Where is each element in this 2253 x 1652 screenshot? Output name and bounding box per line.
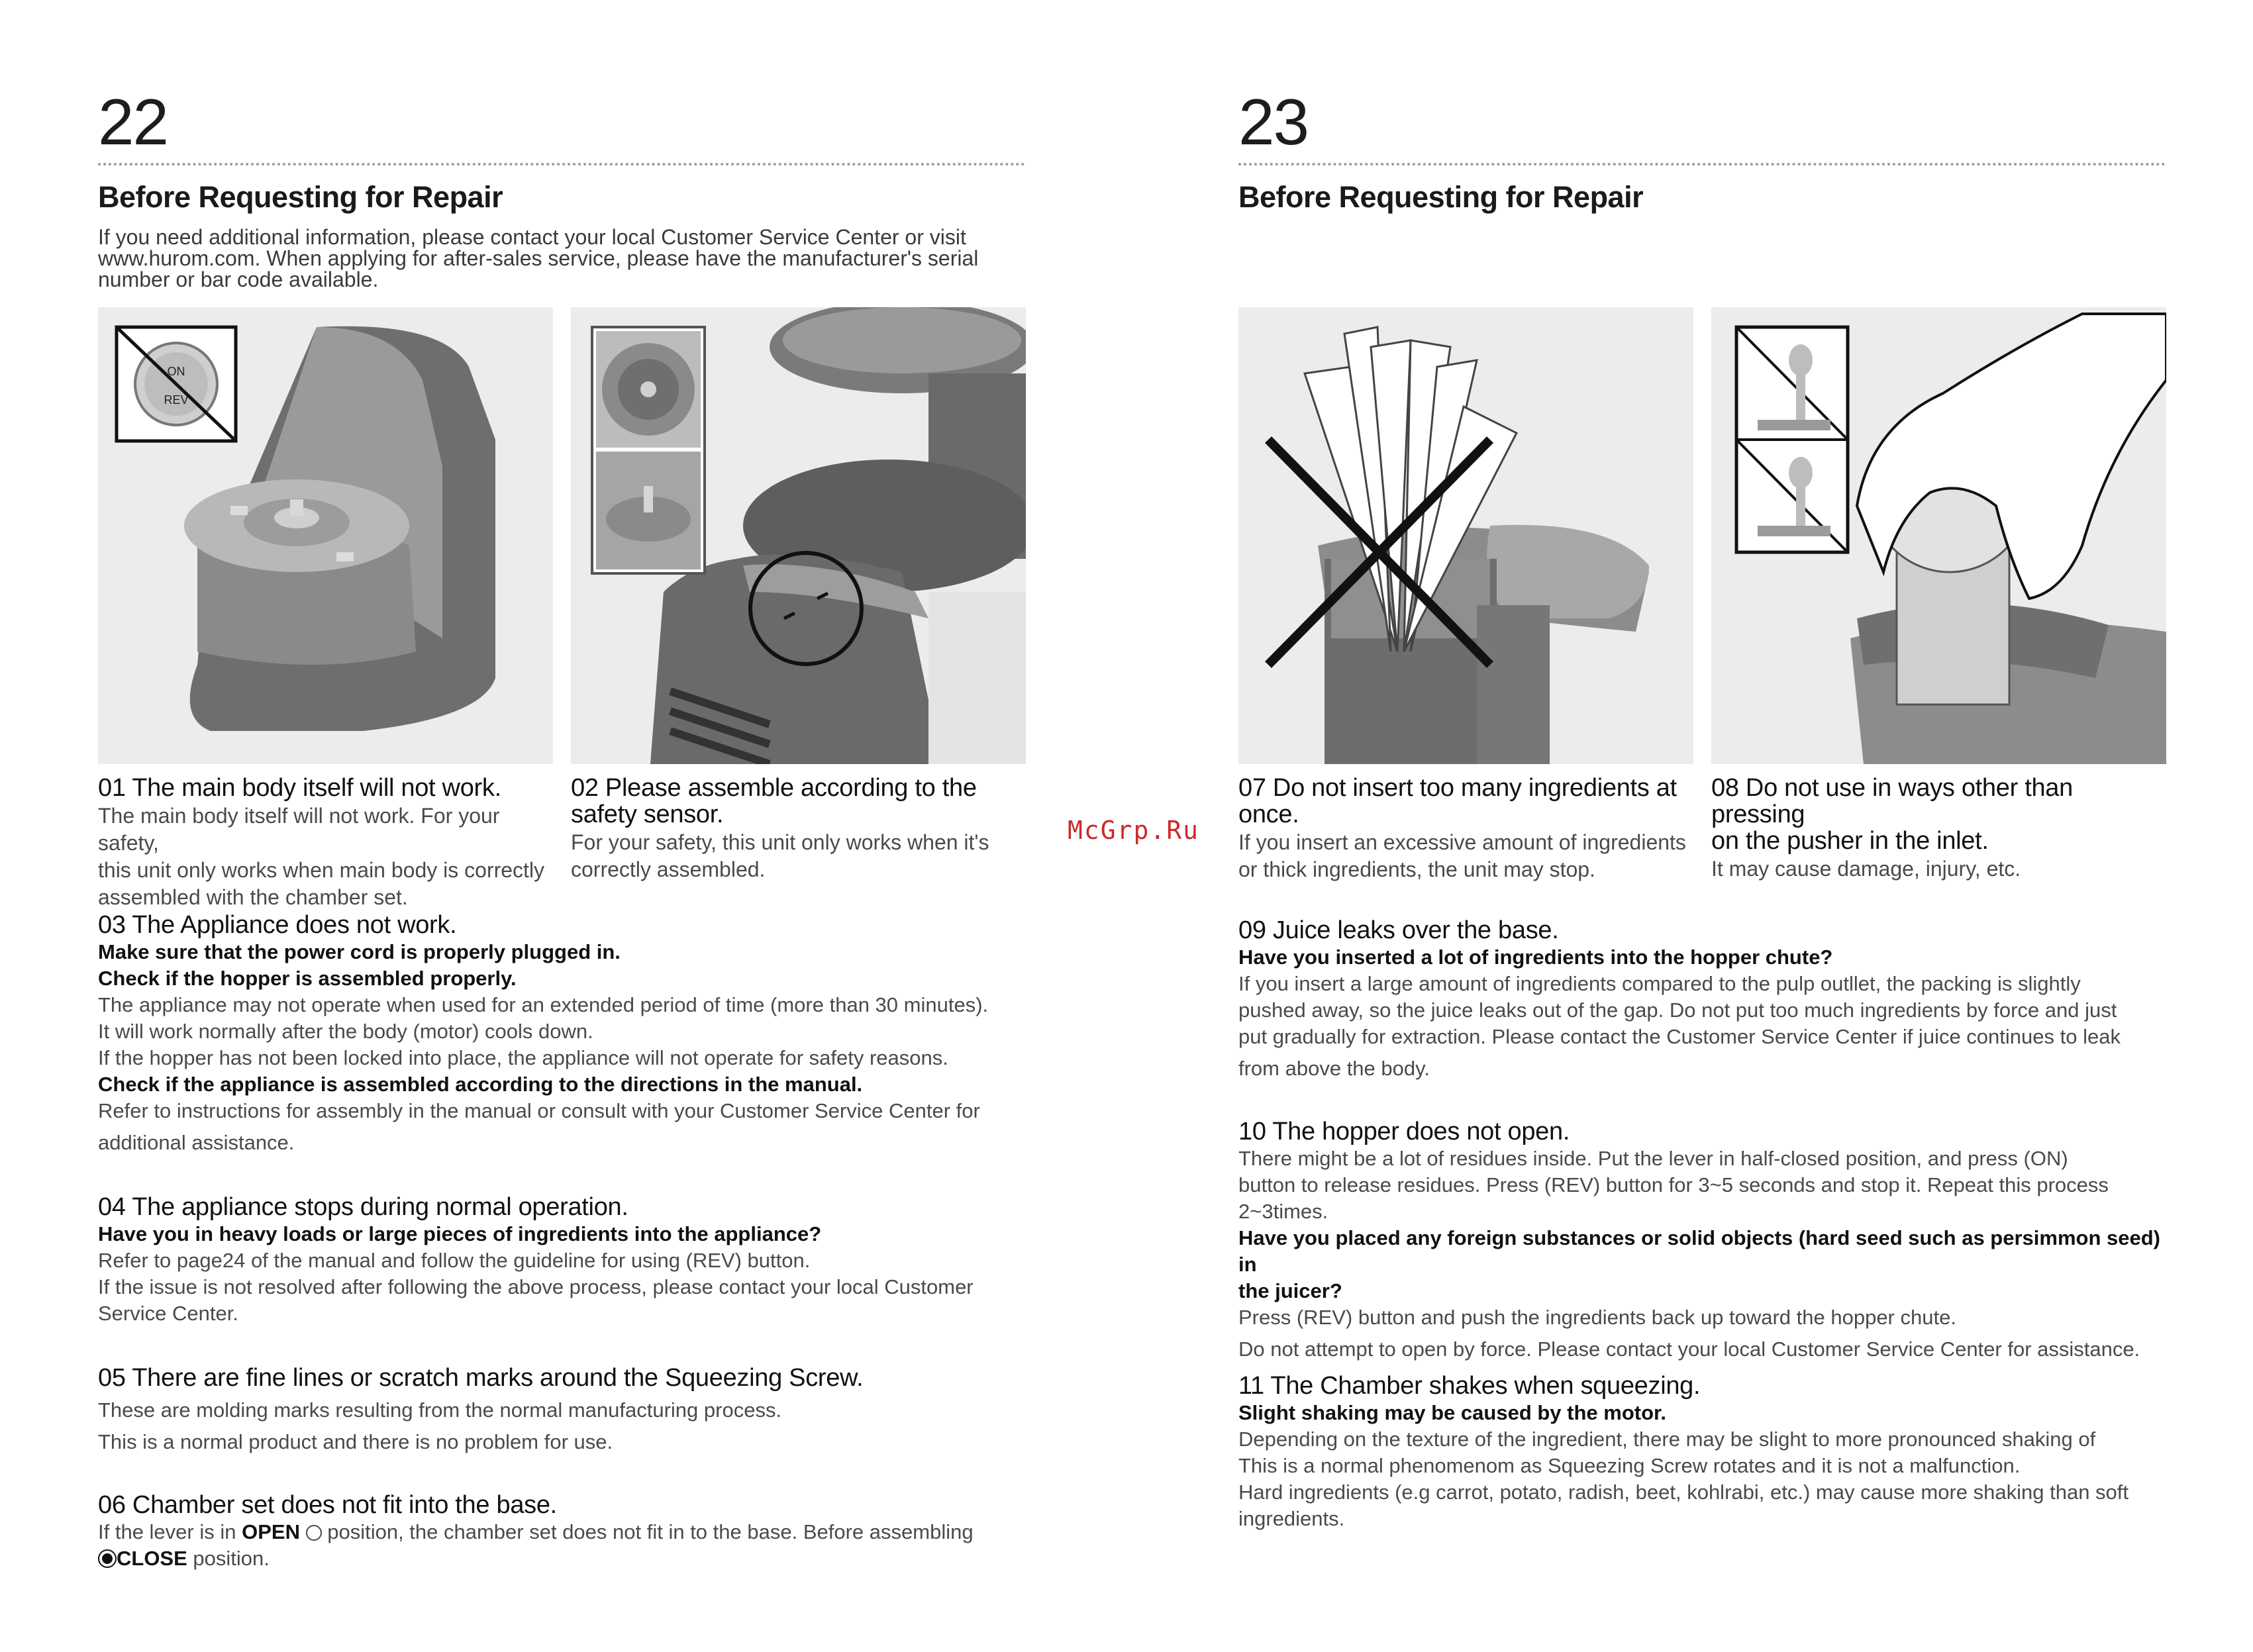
- caption-title: [571, 775, 1026, 828]
- section-09: [1238, 916, 2166, 1082]
- section-question: Have you inserted a lot of ingredients into the hopper chute?: [1238, 946, 1833, 969]
- main-body-illustration: [98, 307, 553, 764]
- intro-line: number or bar code available.: [98, 267, 379, 291]
- figure-safety-sensor: [571, 307, 1026, 764]
- watermark: McGrp.Ru: [1068, 816, 1200, 845]
- section-10: [1238, 1118, 2166, 1363]
- section-question: Have you in heavy loads or large pieces of ingredients into the appliance?: [98, 1222, 822, 1245]
- section-question: Have you placed any foreign substances or solid objects (hard seed such as persimmon seed) in: [1238, 1226, 2160, 1276]
- section-text: Service Center.: [98, 1302, 238, 1325]
- section-text: [98, 1545, 1025, 1572]
- section-text: Press (REV) button and push the ingredients back up toward the hopper chute.: [1238, 1306, 1956, 1329]
- section-text: Hard ingredients (e.g carrot, potato, radish, beet, kohlrabi, etc.) may cause more shaking than soft: [1238, 1481, 2129, 1504]
- section-title: 05 There are fine lines or scratch marks around the Squeezing Screw.: [98, 1364, 864, 1392]
- section-question: Check if the hopper is assembled properly.: [98, 967, 517, 990]
- rev-button-label: REV: [164, 393, 189, 407]
- use-pusher-illustration: [1711, 307, 2166, 764]
- caption-text: [1238, 829, 1693, 883]
- section-text: Refer to page24 of the manual and follow the guideline for using (REV) button.: [98, 1249, 811, 1272]
- caption-title-line: safety sensor.: [571, 801, 724, 828]
- section-text: These are molding marks resulting from the normal manufacturing process.: [98, 1398, 782, 1422]
- section-text: 2~3times.: [1238, 1200, 1328, 1223]
- caption-line: correctly assembled.: [571, 857, 766, 881]
- section-text: additional assistance.: [98, 1131, 295, 1154]
- section-text: [98, 1519, 1025, 1545]
- section-text: pushed away, so the juice leaks out of the gap. Do not put too much ingredients by force and just: [1238, 998, 2117, 1022]
- figure-main-body: [98, 307, 553, 764]
- intro-line: If you need additional information, please contact your local Customer Service Center or visit: [98, 225, 966, 249]
- section-text: Do not attempt to open by force. Please contact your local Customer Service Center for assistance.: [1238, 1337, 2140, 1361]
- section-title: 04 The appliance stops during normal operation.: [98, 1193, 628, 1221]
- section-04: [98, 1193, 1025, 1327]
- caption-title-line: once.: [1238, 801, 1299, 828]
- caption-01: [98, 775, 553, 911]
- section-title: 06 Chamber set does not fit into the base.: [98, 1491, 557, 1519]
- section-question: Slight shaking may be caused by the motor.: [1238, 1401, 1666, 1424]
- section-title: 09 Juice leaks over the base.: [1238, 916, 1559, 944]
- caption-title-line: on the pusher in the inlet.: [1711, 827, 1989, 855]
- open-radio-icon: [306, 1525, 322, 1541]
- caption-title-line: 07 Do not insert too many ingredients at: [1238, 774, 1677, 802]
- section-text: The appliance may not operate when used for an extended period of time (more than 30 minutes).: [98, 993, 989, 1016]
- page-title: Before Requesting for Repair: [98, 180, 503, 214]
- section-03: [98, 911, 1025, 1156]
- safety-sensor-illustration: [571, 307, 1026, 764]
- caption-title: [1238, 775, 1693, 828]
- section-text: This is a normal product and there is no problem for use.: [98, 1430, 613, 1453]
- too-many-ingredients-illustration: [1238, 307, 1693, 764]
- caption-08: [1711, 775, 2166, 883]
- figure-too-many-ingredients: [1238, 307, 1693, 764]
- caption-text: [571, 829, 1026, 883]
- section-text: Refer to instructions for assembly in the manual or consult with your Customer Service Center for: [98, 1099, 980, 1122]
- close-keyword: CLOSE: [117, 1547, 187, 1570]
- section-text: If the hopper has not been locked into place, the appliance will not operate for safety reasons.: [98, 1046, 948, 1069]
- dotted-divider: [1238, 163, 2166, 166]
- section-06: [98, 1491, 1025, 1572]
- caption-line: this unit only works when main body is correctly: [98, 858, 545, 882]
- caption-line: The main body itself will not work. For your safety,: [98, 804, 500, 855]
- close-radio-icon: [98, 1549, 117, 1568]
- section-text: button to release residues. Press (REV) button for 3~5 seconds and stop it. Repeat this process: [1238, 1173, 2109, 1196]
- text-fragment: position, the chamber set does not fit in to the base. Before assembling: [327, 1520, 974, 1543]
- dotted-divider: [98, 163, 1025, 166]
- text-fragment: If the lever is in: [98, 1520, 236, 1543]
- section-question: Check if the appliance is assembled according to the directions in the manual.: [98, 1073, 863, 1096]
- page-title: Before Requesting for Repair: [1238, 180, 1644, 214]
- section-text: put gradually for extraction. Please contact the Customer Service Center if juice continues to leak: [1238, 1025, 2121, 1048]
- on-button-label: ON: [167, 365, 185, 378]
- section-text: ingredients.: [1238, 1507, 1345, 1530]
- section-title: 03 The Appliance does not work.: [98, 911, 457, 939]
- caption-text: [1711, 855, 2166, 883]
- section-05: [98, 1364, 1025, 1455]
- caption-line: For your safety, this unit only works when it's: [571, 830, 989, 854]
- section-text: If the issue is not resolved after following the above process, please contact your local Customer: [98, 1275, 974, 1298]
- caption-07: [1238, 775, 1693, 883]
- section-text: Depending on the texture of the ingredient, there may be slight to more pronounced shaking of: [1238, 1428, 2096, 1451]
- intro-text: [98, 226, 1025, 290]
- section-text: from above the body.: [1238, 1057, 1430, 1080]
- page-number: 22: [98, 85, 168, 158]
- caption-title: 01 The main body itself will not work.: [98, 774, 501, 802]
- caption-line: assembled with the chamber set.: [98, 885, 408, 909]
- caption-line: or thick ingredients, the unit may stop.: [1238, 857, 1595, 881]
- caption-title-line: 02 Please assemble according to the: [571, 774, 977, 802]
- caption-title: [1711, 775, 2166, 854]
- section-question: the juicer?: [1238, 1279, 1342, 1302]
- open-keyword: OPEN: [242, 1520, 300, 1543]
- section-text: It will work normally after the body (motor) cools down.: [98, 1020, 593, 1043]
- intro-line: www.hurom.com. When applying for after-sales service, please have the manufacturer's serial: [98, 246, 979, 270]
- section-text: There might be a lot of residues inside. Put the lever in half-closed position, and press (ON): [1238, 1147, 2068, 1170]
- figure-use-pusher: [1711, 307, 2166, 764]
- section-text: If you insert a large amount of ingredients compared to the pulp outllet, the packing is slightly: [1238, 972, 2081, 995]
- caption-text: [98, 802, 553, 911]
- caption-line: If you insert an excessive amount of ingredients: [1238, 830, 1686, 854]
- section-text: This is a normal phenomenom as Squeezing Screw rotates and it is not a malfunction.: [1238, 1454, 2021, 1477]
- caption-title-line: 08 Do not use in ways other than pressing: [1711, 774, 2073, 828]
- section-11: [1238, 1372, 2166, 1532]
- caption-line: It may cause damage, injury, etc.: [1711, 857, 2021, 881]
- text-fragment: position.: [193, 1547, 270, 1570]
- section-title: 11 The Chamber shakes when squeezing.: [1238, 1372, 1701, 1400]
- page-number: 23: [1238, 85, 1309, 158]
- section-title: 10 The hopper does not open.: [1238, 1118, 1570, 1145]
- section-question: Make sure that the power cord is properly plugged in.: [98, 940, 621, 963]
- caption-02: [571, 775, 1026, 883]
